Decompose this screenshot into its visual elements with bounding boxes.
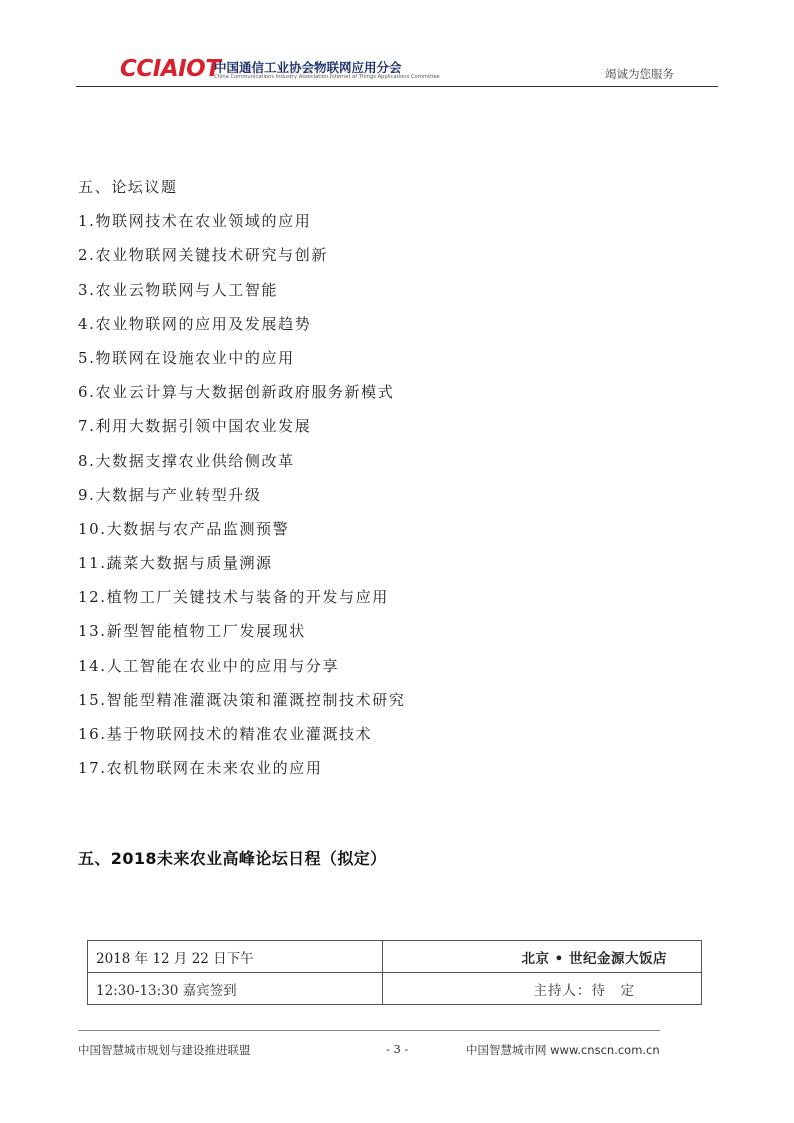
footer-organization: 中国智慧城市规划与建设推进联盟 (78, 1043, 251, 1057)
topic-item: 3.农业云物联网与人工智能 (78, 280, 279, 299)
topics-heading: 五、论坛议题 (78, 178, 178, 196)
topic-item: 17.农机物联网在未来农业的应用 (78, 759, 323, 778)
page-header (76, 54, 718, 88)
topic-item: 5.物联网在设施农业中的应用 (78, 348, 295, 367)
schedule-heading: 五、2018未来农业高峰论坛日程（拟定） (78, 849, 387, 868)
schedule-date: 2018 年 12 月 22 日下午 (88, 941, 383, 973)
topic-item: 10.大数据与农产品监测预警 (78, 519, 290, 538)
topic-item: 15.智能型精准灌溉决策和灌溉控制技术研究 (78, 690, 406, 709)
topic-item: 6.农业云计算与大数据创新政府服务新模式 (78, 383, 395, 402)
schedule-venue: 北京 • 世纪金源大饭店 (383, 941, 702, 973)
footer-divider (78, 1030, 660, 1031)
organization-name-english: China Communications Industry Association,Internet of Things Applications Committee (214, 74, 440, 80)
header-divider (76, 86, 718, 87)
topic-item: 1.物联网技术在农业领域的应用 (78, 212, 312, 231)
footer-website (466, 1042, 660, 1058)
organization-name: 中国通信工业协会物联网应用分会 (214, 60, 402, 75)
topic-item: 11.蔬菜大数据与质量溯源 (78, 554, 273, 573)
logo-text: CCIAIOT (120, 56, 221, 82)
topic-item: 2.农业物联网关键技术研究与创新 (78, 246, 328, 265)
forum-topics-section (78, 176, 405, 791)
table-row (88, 973, 702, 1005)
schedule-host: 主持人：待 定 (383, 973, 702, 1005)
topic-item: 14.人工智能在农业中的应用与分享 (78, 656, 340, 675)
header-slogan: 竭诚为您服务 (605, 67, 674, 81)
topic-item: 13.新型智能植物工厂发展现状 (78, 622, 306, 641)
topic-item: 16.基于物联网技术的精准农业灌溉技术 (78, 725, 373, 743)
footer-site-name: 中国智慧城市网 (466, 1043, 547, 1057)
topic-item: 4.农业物联网的应用及发展趋势 (78, 314, 312, 333)
schedule-table (87, 940, 702, 1005)
topic-item: 8.大数据支撑农业供给侧改革 (78, 451, 295, 470)
footer-url[interactable]: www.cnscn.com.cn (550, 1043, 660, 1057)
topic-item: 7.利用大数据引领中国农业发展 (78, 417, 312, 436)
page-number: - 3 - (386, 1042, 409, 1056)
topic-item: 12.植物工厂关键技术与装备的开发与应用 (78, 588, 389, 607)
topic-item: 9.大数据与产业转型升级 (78, 485, 262, 504)
table-row (88, 941, 702, 973)
schedule-time: 12:30-13:30 嘉宾签到 (88, 973, 383, 1005)
